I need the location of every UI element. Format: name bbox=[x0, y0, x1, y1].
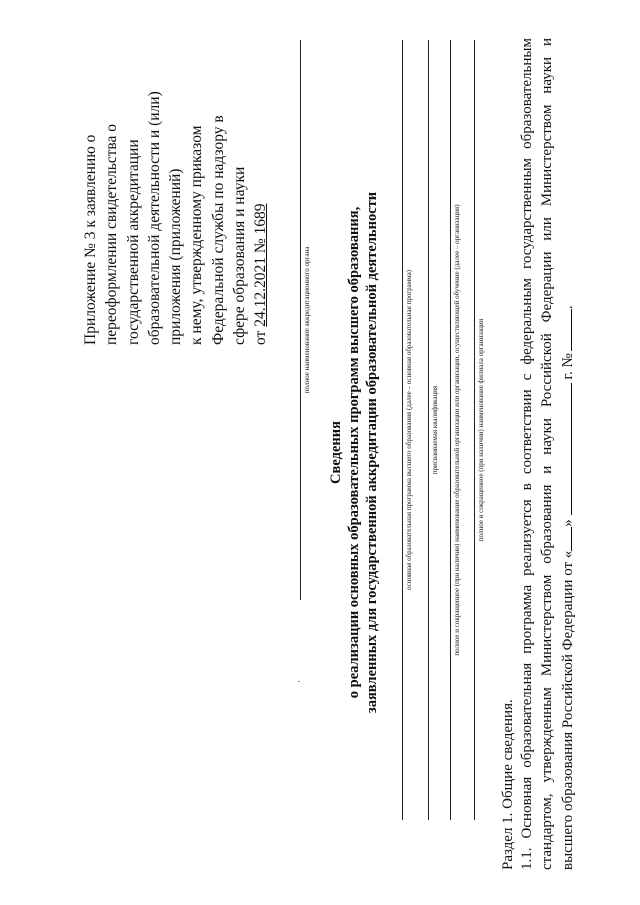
qualification-caption: присваиваемая квалификация bbox=[431, 385, 439, 475]
organization-line bbox=[450, 40, 451, 820]
appendix-date-prefix: от bbox=[252, 326, 270, 345]
quote-close: » bbox=[560, 519, 576, 527]
period: . bbox=[560, 305, 576, 310]
paragraph-line-2: стандартом, утвержденным Министерством образования и науки Российской Федерации или Министерством науки и bbox=[538, 38, 555, 870]
appendix-line-8: сфере образования и науки bbox=[231, 166, 249, 345]
appendix-line-7: Федеральной службы по надзору в bbox=[209, 115, 227, 345]
appendix-line-1: Приложение № 3 к заявлению о bbox=[82, 134, 99, 345]
qualification-line bbox=[428, 40, 429, 820]
appendix-line-6: к нему, утвержденному приказом bbox=[188, 125, 206, 345]
appendix-line-4: образовательной деятельности и (или) bbox=[145, 91, 163, 345]
scan-mark: · bbox=[294, 680, 304, 683]
month-year-blank[interactable] bbox=[557, 383, 572, 515]
title-line-3: заявленных для государственной аккредитации образовательной деятельности bbox=[364, 191, 380, 714]
paragraph-line-3 bbox=[557, 38, 579, 870]
authority-caption: полное наименование аккредитационного органа bbox=[303, 246, 311, 394]
organization-caption: полное и сокращенное (при наличии) наименование образовательной организации или организации, осуществляющей обучение (далее – организация) bbox=[453, 204, 461, 656]
number-label: г. № bbox=[560, 353, 576, 380]
appendix-order-ref: 24.12.2021 № 1689 bbox=[252, 203, 270, 327]
appendix-line-2: переоформлении свидетельства о bbox=[103, 123, 121, 345]
program-line bbox=[402, 40, 403, 820]
authority-line bbox=[300, 40, 301, 600]
title-heading: Сведения bbox=[328, 421, 344, 484]
number-blank[interactable] bbox=[557, 309, 572, 351]
title-line-2: о реализации основных образовательных программ высшего образования, bbox=[346, 206, 362, 699]
paragraph-date-label: высшего образования Российской Федерации от « bbox=[560, 550, 576, 870]
day-blank[interactable] bbox=[557, 527, 572, 551]
appendix-date-line bbox=[250, 45, 271, 345]
branch-caption: полное и сокращенное (при наличии) наименование филиала организации bbox=[477, 318, 485, 542]
paragraph-line-1: 1.1. Основная образовательная программа реализуется в соответствии с федеральным государственным образовательным bbox=[519, 38, 535, 870]
section-heading: Раздел 1. Общие сведения. bbox=[500, 699, 516, 870]
appendix-note bbox=[80, 45, 272, 345]
appendix-line-3: государственной аккредитации bbox=[124, 139, 142, 345]
paragraph-1-1 bbox=[518, 38, 579, 870]
branch-line bbox=[474, 40, 475, 820]
appendix-line-5: приложения (приложений) bbox=[167, 168, 185, 345]
program-caption: основная образовательная программа высшего образования (далее – основная образовательная программа) bbox=[405, 269, 413, 591]
